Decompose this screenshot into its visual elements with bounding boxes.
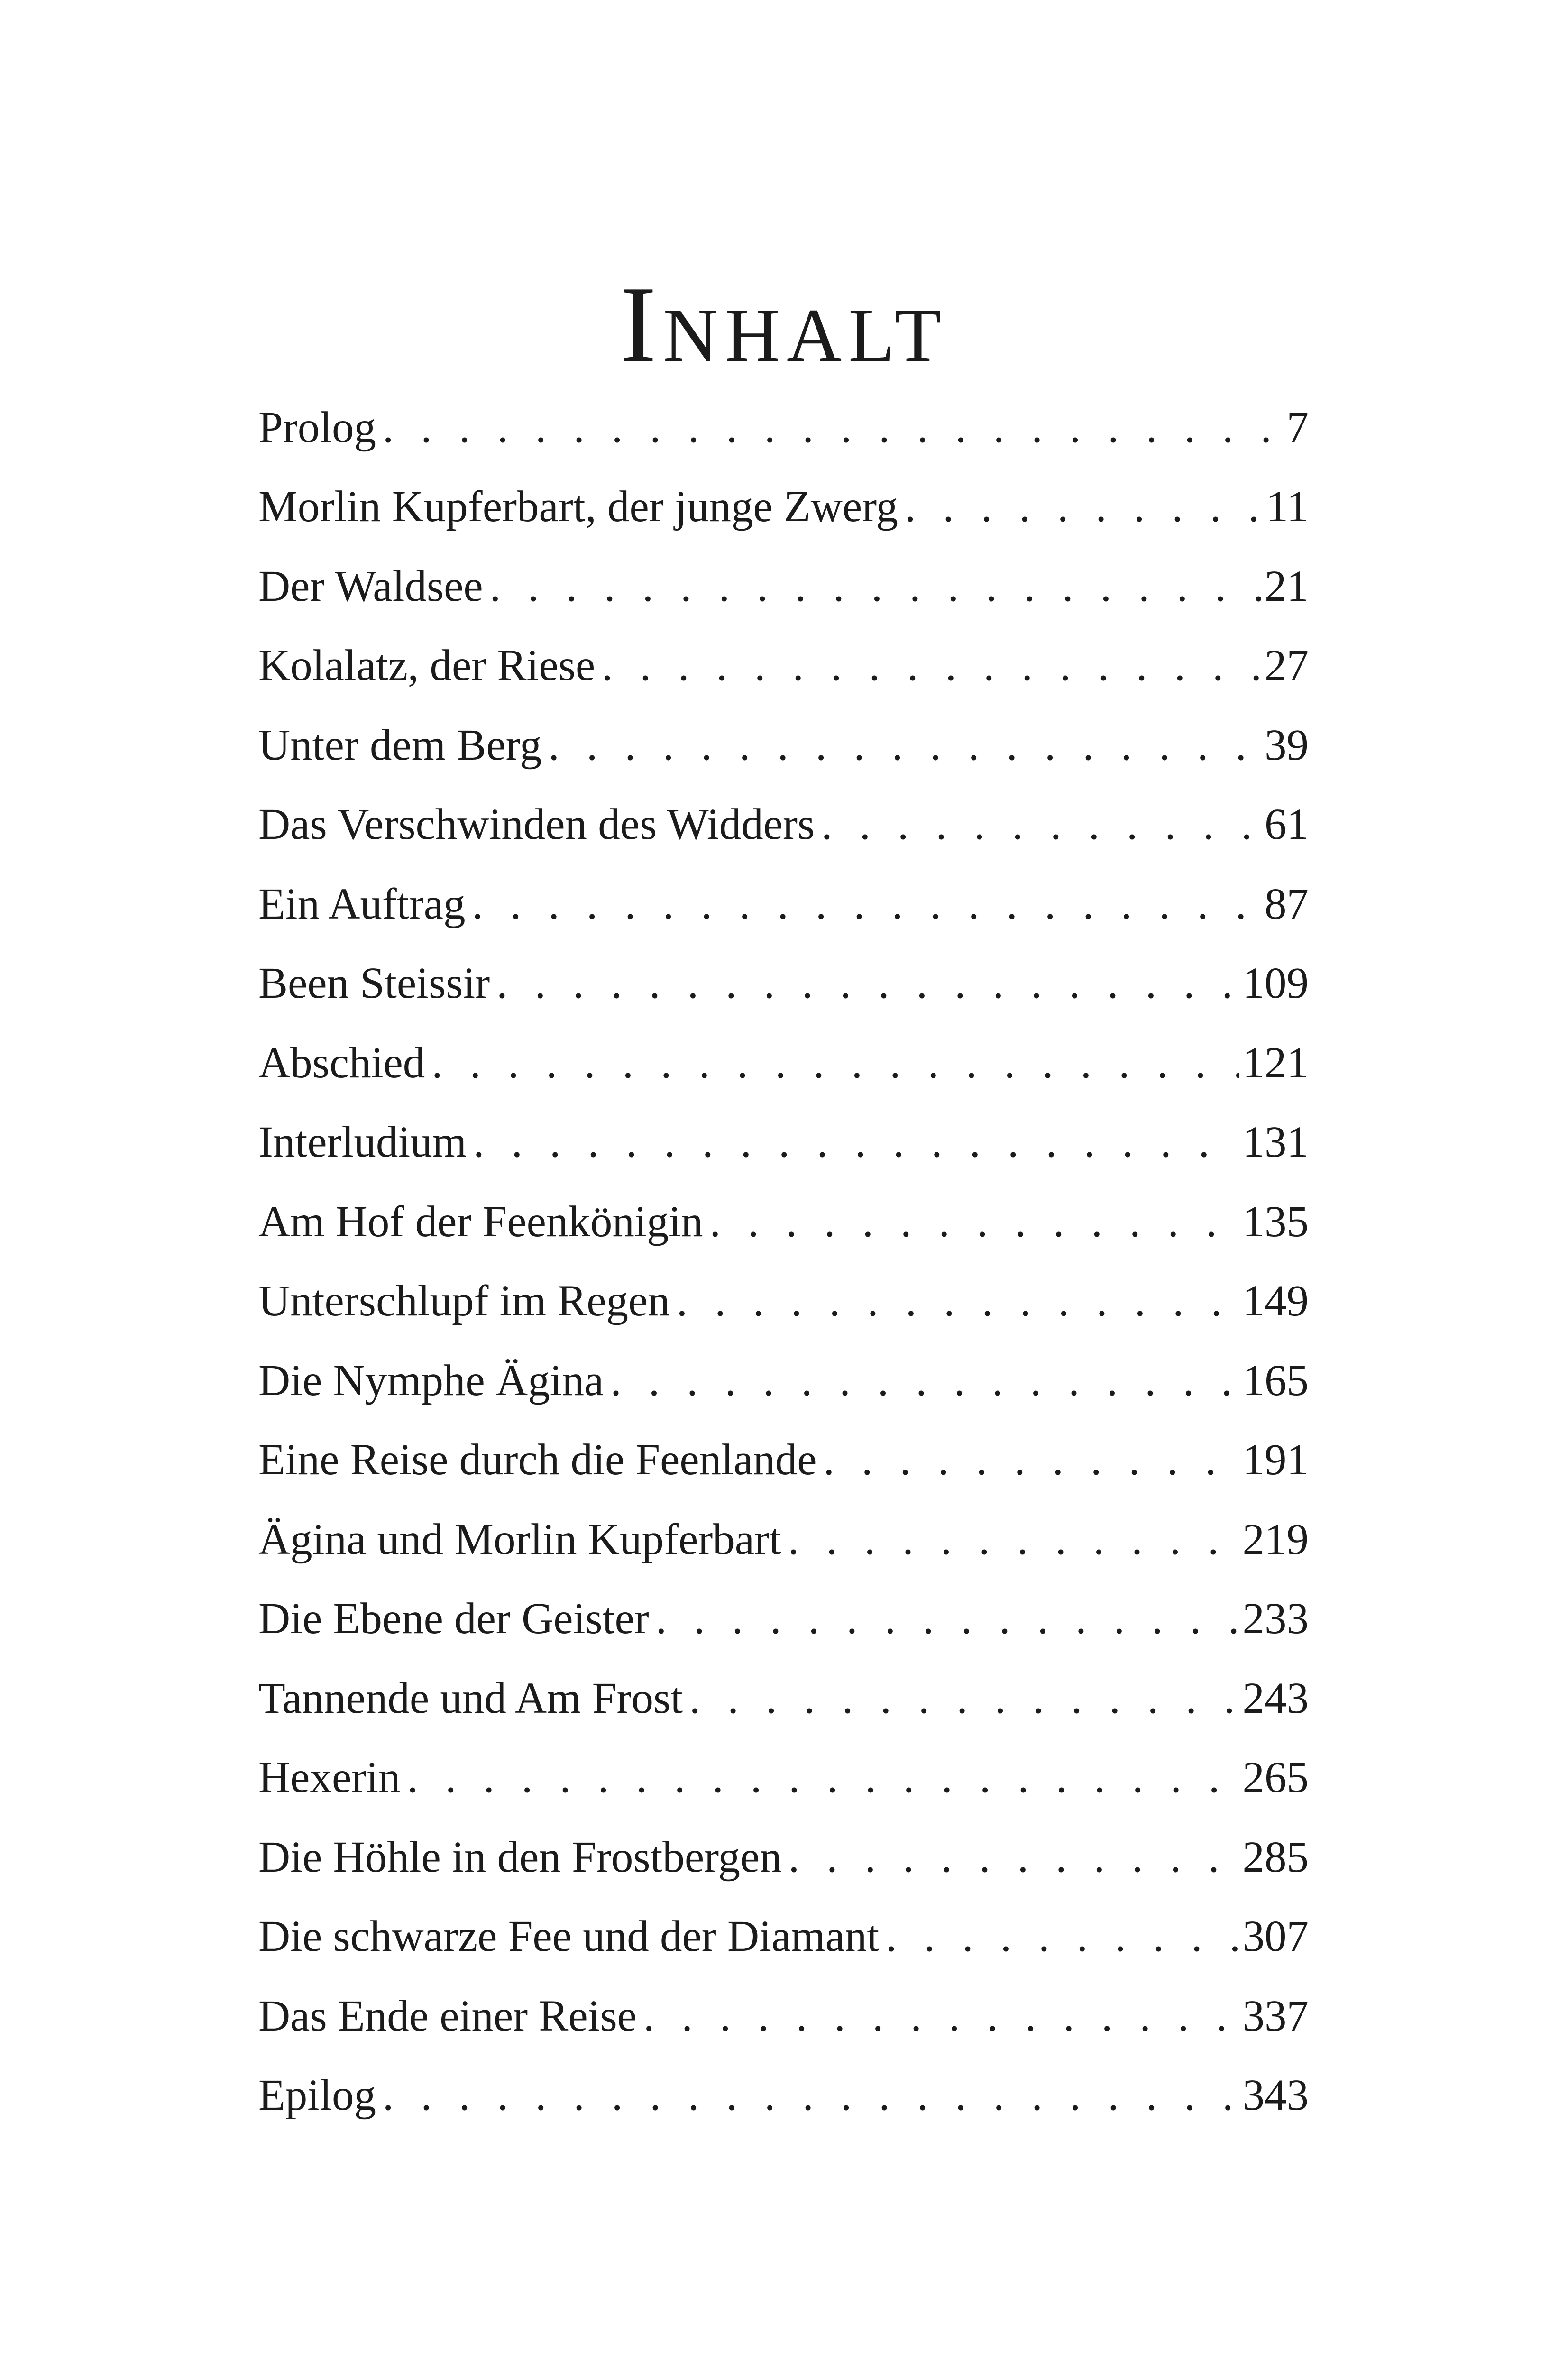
page-number: 285 — [1242, 1832, 1309, 1882]
chapter-title: Die Ebene der Geister — [258, 1594, 649, 1644]
dot-leader — [886, 1911, 1238, 1963]
page-number: 337 — [1242, 1991, 1309, 2040]
toc-entry — [258, 1262, 1309, 1342]
dot-leader — [710, 1196, 1239, 1248]
page-number: 11 — [1266, 482, 1309, 532]
dot-leader — [789, 1831, 1239, 1884]
dot-leader — [602, 640, 1261, 692]
toc-entry — [258, 1738, 1309, 1818]
toc-entry — [258, 388, 1309, 468]
chapter-title: Die Nymphe Ägina — [258, 1356, 604, 1405]
chapter-title: Abschied — [258, 1038, 425, 1087]
dot-leader — [824, 1434, 1239, 1486]
toc-entry — [258, 706, 1309, 785]
toc-entry — [258, 2056, 1309, 2136]
page-number: 109 — [1242, 959, 1309, 1008]
page-number: 233 — [1242, 1594, 1309, 1644]
chapter-title: Kolalatz, der Riese — [258, 641, 596, 690]
dot-leader — [610, 1355, 1238, 1407]
chapter-title: Ein Auftrag — [258, 879, 466, 928]
toc-entry — [258, 864, 1309, 944]
toc-entry — [258, 1897, 1309, 1977]
page-number: 243 — [1242, 1673, 1309, 1723]
dot-leader — [905, 481, 1262, 533]
page-number: 135 — [1242, 1197, 1309, 1246]
dot-leader — [496, 957, 1238, 1010]
chapter-title: Die Höhle in den Frostbergen — [258, 1832, 782, 1882]
dot-leader — [383, 2069, 1239, 2122]
dot-leader — [407, 1752, 1239, 1804]
page-number: 87 — [1265, 879, 1309, 928]
chapter-title: Das Verschwinden des Widders — [258, 800, 815, 849]
page-title: Inhalt — [620, 264, 948, 385]
toc-entry — [258, 1976, 1309, 2056]
page-number: 219 — [1242, 1515, 1309, 1564]
table-of-contents — [258, 388, 1309, 2135]
dot-leader — [788, 1514, 1239, 1566]
toc-entry — [258, 1818, 1309, 1897]
toc-entry — [258, 468, 1309, 547]
dot-leader — [656, 1593, 1239, 1645]
dot-leader — [473, 1116, 1238, 1168]
chapter-title: Die schwarze Fee und der Diamant — [258, 1912, 880, 1961]
toc-entry — [258, 944, 1309, 1024]
page-number: 61 — [1265, 800, 1309, 849]
page-number: 131 — [1242, 1118, 1309, 1167]
chapter-title: Ägina und Morlin Kupferbart — [258, 1515, 781, 1564]
chapter-title: Been Steissir — [258, 959, 490, 1008]
chapter-title: Epilog — [258, 2071, 376, 2120]
page-number: 307 — [1242, 1912, 1309, 1961]
chapter-title: Der Waldsee — [258, 561, 483, 611]
page-number: 121 — [1242, 1038, 1309, 1087]
page-number: 27 — [1265, 641, 1309, 690]
chapter-title: Das Ende einer Reise — [258, 1991, 637, 2040]
dot-leader — [490, 561, 1261, 613]
dot-leader — [383, 402, 1283, 454]
toc-entry — [258, 1103, 1309, 1183]
toc-entry — [258, 1580, 1309, 1659]
chapter-title: Hexerin — [258, 1753, 401, 1802]
dot-leader — [643, 1990, 1239, 2042]
toc-entry — [258, 547, 1309, 626]
dot-leader — [689, 1673, 1239, 1725]
chapter-title: Am Hof der Feenkönigin — [258, 1197, 703, 1246]
chapter-title: Prolog — [258, 403, 376, 452]
chapter-title: Tannende und Am Frost — [258, 1673, 683, 1723]
toc-entry — [258, 1341, 1309, 1421]
dot-leader — [677, 1275, 1239, 1327]
page-number: 149 — [1242, 1277, 1309, 1326]
page-number: 7 — [1286, 403, 1309, 452]
page-number: 265 — [1242, 1753, 1309, 1802]
dot-leader — [472, 878, 1261, 930]
page-number: 343 — [1242, 2071, 1309, 2120]
toc-entry — [258, 1182, 1309, 1262]
toc-entry — [258, 1421, 1309, 1500]
dot-leader — [548, 719, 1261, 772]
chapter-title: Unterschlupf im Regen — [258, 1277, 670, 1326]
page-number: 39 — [1265, 720, 1309, 770]
toc-entry — [258, 1659, 1309, 1738]
chapter-title: Eine Reise durch die Feenlande — [258, 1435, 817, 1485]
page-number: 191 — [1242, 1435, 1309, 1485]
toc-entry — [258, 1023, 1309, 1103]
chapter-title: Morlin Kupferbart, der junge Zwerg — [258, 482, 898, 532]
page-number: 165 — [1242, 1356, 1309, 1405]
toc-entry — [258, 785, 1309, 865]
chapter-title: Unter dem Berg — [258, 720, 542, 770]
toc-entry — [258, 1500, 1309, 1580]
toc-entry — [258, 626, 1309, 706]
page-number: 21 — [1265, 561, 1309, 611]
dot-leader — [821, 799, 1261, 851]
chapter-title: Interludium — [258, 1118, 467, 1167]
dot-leader — [431, 1037, 1238, 1089]
